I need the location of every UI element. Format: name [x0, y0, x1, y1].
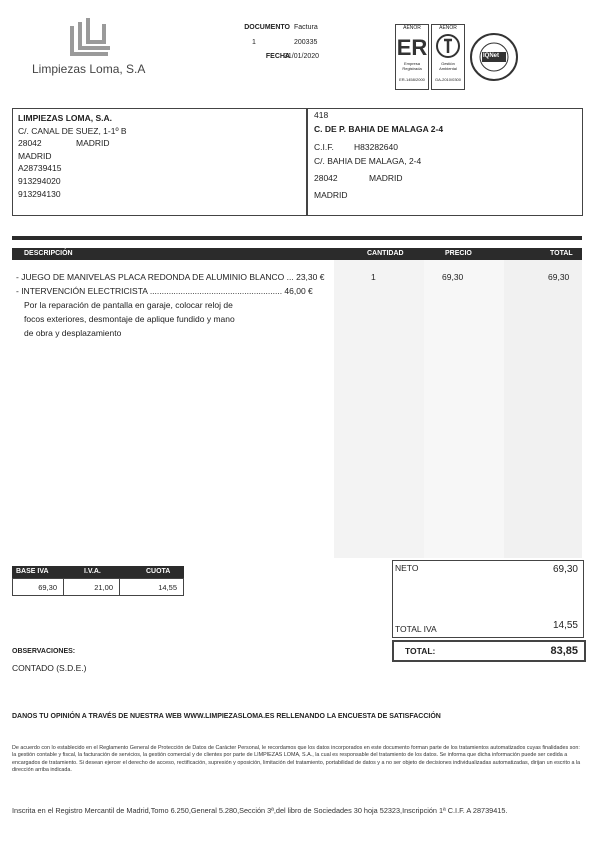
issuer-name: LIMPIEZAS LOMA, S.A.	[18, 113, 112, 123]
customer-cif: H83282640	[354, 142, 398, 152]
customer-cif-line	[314, 140, 579, 154]
issuer-postal-code: 28042	[18, 138, 42, 149]
tax-iva: 21,00	[94, 583, 113, 592]
leaf-icon	[432, 31, 464, 61]
registry-text: Inscrita en el Registro Mercantil de Madrid,Tomo 6.250,General 5.280,Sección 3ª,del libro de Sociedades 30 hoja 52323,Inscripción 1ª C.I.F. A 28739415.	[12, 806, 508, 815]
net-label: NETO	[395, 563, 419, 573]
item-price: 69,30	[442, 272, 464, 282]
tax-base: 69,30	[38, 583, 57, 592]
customer-name: C. DE P. BAHIA DE MALAGA 2-4	[314, 124, 444, 134]
company-logo-name: Limpiezas Loma, S.A	[32, 62, 146, 76]
customer-postal-code: 28042	[314, 173, 338, 183]
iqnet-label: IQNet	[483, 53, 500, 59]
tax-quota: 14,55	[158, 583, 177, 592]
items-table	[12, 236, 582, 558]
aenor-ga-cert	[431, 24, 465, 90]
document-header	[230, 24, 350, 64]
customer-cif-label: C.I.F.	[314, 142, 334, 152]
header-price: PRECIO	[445, 250, 472, 257]
er-code: ER-1458/2000	[399, 77, 425, 82]
customer-address: C/. BAHIA DE MALAGA, 2-4	[314, 156, 422, 166]
tax-table	[12, 566, 184, 600]
tax-header-base: BASE IVA	[16, 568, 49, 575]
er-caption: Empresa Registrada	[402, 61, 422, 71]
item-note: Por la reparación de pantalla en garaje, colocar reloj de	[24, 300, 233, 310]
item-note: de obra y desplazamiento	[24, 328, 122, 338]
issuer-address: C/. CANAL DE SUEZ, 1-1º B	[18, 125, 127, 136]
issuer-cif: A28739415	[18, 163, 62, 174]
issuer-city-line	[18, 137, 303, 150]
issuer-province: MADRID	[18, 150, 52, 161]
customer-city-line	[314, 171, 579, 185]
observations-label: OBSERVACIONES:	[12, 648, 76, 655]
legal-text: De acuerdo con lo establecido en el Reglamento General de Protección de Datos de Carácter Personal, le recordamos que los datos incorporados en este documento forman parte de los tratamientos automatizados cuyas finalidades son: la gestión contable y fiscal, la facturación de servicios, la gestión comercial y de clientes por parte de LIMPIEZAS LOMA, S.A., la cual es responsable del tratamiento de los datos. Se informa que dicha información puede ser cedida a encargados de tratamiento. Si desean ejercer el derecho de acceso, rectificación, supresión y oposición, limitación del tratamiento, portabilidad de datos y a no ser objeto de decisiones individualizadas automatizadas, dirijan un escrito a la dirección arriba indicada.	[12, 745, 581, 774]
company-logo	[28, 14, 168, 76]
header-total: TOTAL	[550, 250, 573, 257]
doc-series: 1	[252, 39, 256, 46]
customer-province: MADRID	[314, 190, 348, 200]
company-logo-icon	[68, 16, 114, 58]
net-value: 69,30	[552, 564, 578, 575]
ga-caption: Gestión Ambiental	[439, 61, 457, 71]
certifications	[395, 22, 525, 92]
grand-total-value: 83,85	[550, 645, 578, 657]
item-line: - JUEGO DE MANIVELAS PLACA REDONDA DE ALUMINIO BLANCO ... 23,30 €	[16, 272, 325, 282]
customer-info	[314, 108, 579, 202]
tax-header-row	[12, 566, 184, 578]
svg-text:ER: ER	[396, 35, 428, 60]
total-iva-value: 14,55	[552, 620, 578, 631]
customer-code: 418	[314, 110, 329, 120]
item-quantity: 1	[371, 272, 376, 282]
observations-text: CONTADO (S.D.E.)	[12, 663, 87, 673]
price-column	[424, 248, 504, 558]
item-total: 69,30	[548, 272, 570, 282]
doc-type: Factura	[294, 24, 318, 31]
table-header-row	[12, 248, 582, 260]
date-label: FECHA	[265, 53, 290, 60]
ga-code: GA-2010/0300	[434, 77, 462, 82]
item-line: - INTERVENCIÓN ELECTRICISTA ........................................................ 46,00 €	[16, 286, 313, 296]
customer-city: MADRID	[369, 173, 403, 183]
grand-total-label: TOTAL:	[405, 646, 436, 656]
tax-header-quota: CUOTA	[146, 568, 171, 575]
header-description: DESCRIPCIÓN	[24, 250, 73, 257]
doc-number: 200335	[294, 39, 318, 46]
issuer-city: MADRID	[76, 138, 110, 149]
total-iva-label: TOTAL IVA	[395, 624, 437, 634]
survey-text: DANOS TU OPINIÓN A TRAVÉS DE NUESTRA WEB WWW.LIMPIEZASLOMA.ES RELLENANDO LA ENCUESTA DE SATISFACCIÓN	[12, 713, 441, 720]
aenor-er-cert	[395, 24, 429, 90]
total-column	[504, 248, 582, 558]
issuer-info	[18, 112, 303, 200]
issuer-phone2: 913294130	[18, 188, 61, 199]
er-icon	[396, 31, 428, 61]
issuer-phone1: 913294020	[18, 175, 61, 186]
item-note: focos exteriores, desmontaje de aplique fundido y mano	[24, 314, 235, 324]
aenor-er-title: AENOR	[403, 25, 421, 31]
aenor-ga-title: AENOR	[439, 25, 457, 31]
tax-header-iva: I.V.A.	[84, 568, 101, 575]
doc-label: DOCUMENTO	[244, 24, 290, 31]
header-quantity: CANTIDAD	[367, 250, 404, 257]
tax-row	[12, 578, 184, 596]
quantity-column	[334, 248, 424, 558]
table-top-rule	[12, 236, 582, 240]
doc-date: 31/01/2020	[284, 53, 320, 60]
